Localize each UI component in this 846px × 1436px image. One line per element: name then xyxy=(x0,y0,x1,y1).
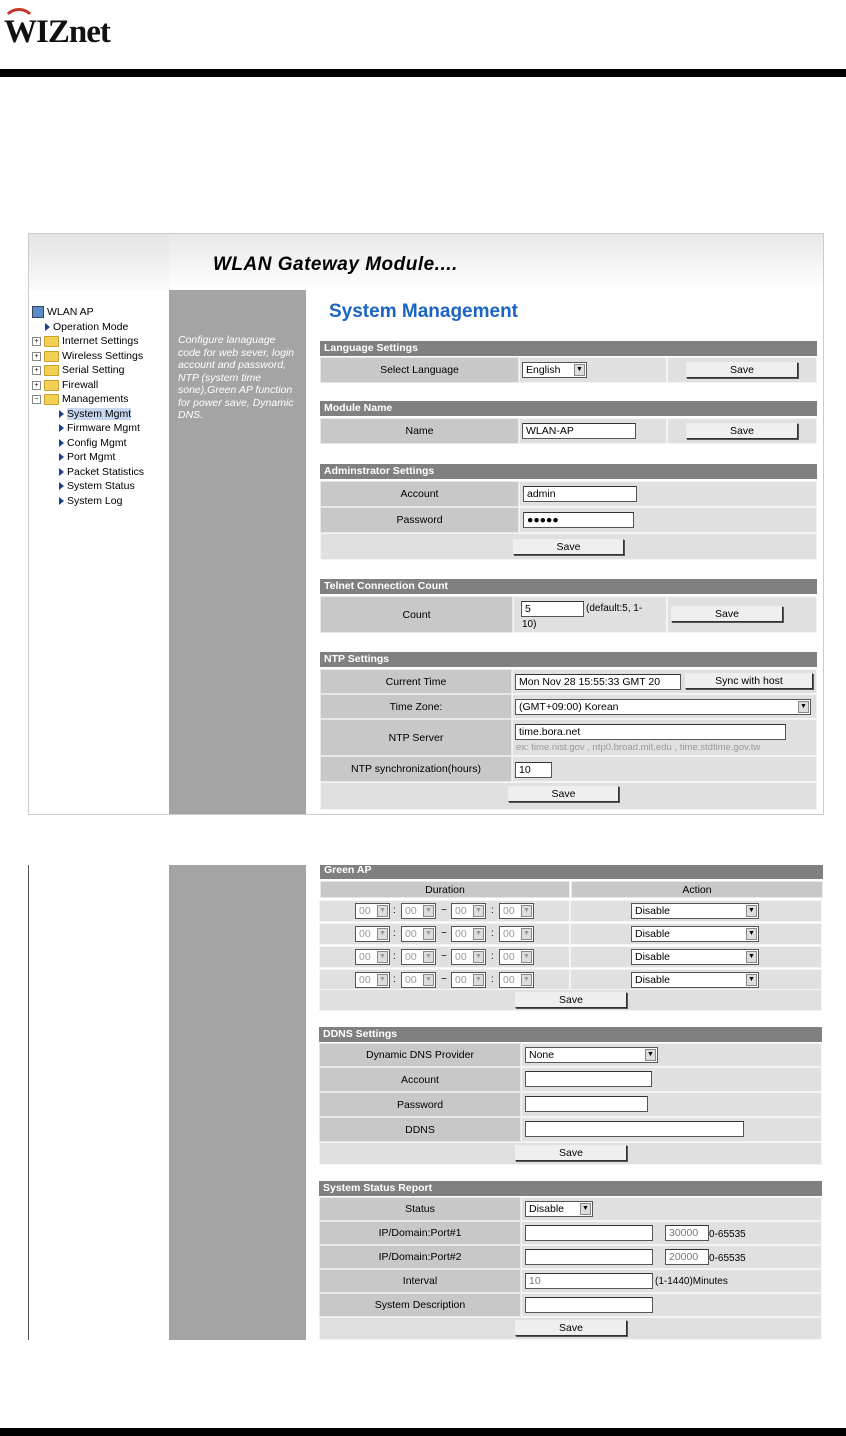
collapse-icon[interactable]: − xyxy=(32,395,41,404)
page-icon xyxy=(59,424,64,432)
header-rule xyxy=(0,69,846,77)
sidebar-item-port-mgmt[interactable]: Port Mgmt xyxy=(59,451,115,463)
section-header-green-ap: Green AP xyxy=(320,865,823,879)
sidebar-item-system-log[interactable]: System Log xyxy=(59,495,122,507)
label-name: Name xyxy=(320,418,519,444)
label-ntp-sync: NTP synchronization(hours) xyxy=(320,756,512,782)
label-ddns: DDNS xyxy=(319,1117,521,1142)
label-time-zone: Time Zone: xyxy=(320,694,512,719)
ntp-server-hint: ex: time.nist.gov , ntp0.broad.mit.edu , time.stdtime.gov.tw xyxy=(516,742,761,753)
chevron-down-icon: ▼ xyxy=(521,951,532,963)
sidebar-item-packet-statistics[interactable]: Packet Statistics xyxy=(59,466,144,478)
port-2-input[interactable]: 20000 xyxy=(665,1249,709,1265)
label-ntp-server: NTP Server xyxy=(320,719,512,756)
chevron-down-icon: ▼ xyxy=(798,701,809,713)
telnet-count-input[interactable]: 5 xyxy=(521,601,584,617)
label-ddns-password: Password xyxy=(319,1092,521,1117)
page-title: System Management xyxy=(329,301,519,322)
sidebar-tree xyxy=(29,290,169,814)
ddns-save-button[interactable]: Save xyxy=(515,1145,627,1161)
folder-icon xyxy=(44,336,59,347)
admin-password-input[interactable]: ●●●●● xyxy=(523,512,634,528)
label-account: Account xyxy=(320,481,519,507)
column-action: Action xyxy=(571,881,823,898)
system-description-input[interactable] xyxy=(525,1297,653,1313)
expand-icon[interactable]: + xyxy=(32,337,41,346)
end-minute-select[interactable]: 00 ▼ xyxy=(499,926,534,942)
green-ap-action-select[interactable]: Disable ▼ xyxy=(631,926,759,942)
colon-separator: : xyxy=(491,974,494,985)
screenshot-system-management xyxy=(28,233,824,815)
colon-separator: : xyxy=(393,951,396,962)
screenshot-2-lower xyxy=(28,865,822,1340)
ddns-provider-select[interactable]: None ▼ xyxy=(525,1047,658,1063)
chevron-down-icon: ▼ xyxy=(473,905,484,917)
expand-icon[interactable]: + xyxy=(32,381,41,390)
chevron-down-icon: ▼ xyxy=(580,1203,591,1215)
end-hour-select[interactable]: 00 ▼ xyxy=(451,972,486,988)
interval-input[interactable]: 10 xyxy=(525,1273,653,1289)
report-save-button[interactable]: Save xyxy=(515,1320,627,1336)
sidebar-item-config-mgmt[interactable]: Config Mgmt xyxy=(59,437,127,449)
ip-domain-2-input[interactable] xyxy=(525,1249,653,1265)
chevron-down-icon: ▼ xyxy=(574,364,585,376)
page-icon xyxy=(59,439,64,447)
chevron-down-icon: ▼ xyxy=(473,974,484,986)
folder-icon xyxy=(44,365,59,376)
chevron-down-icon: ▼ xyxy=(746,974,757,986)
section-header-ntp: NTP Settings xyxy=(320,652,817,667)
end-minute-select[interactable]: 00 ▼ xyxy=(499,949,534,965)
module-name-input[interactable]: WLAN-AP xyxy=(522,423,636,439)
chevron-down-icon: ▼ xyxy=(473,928,484,940)
section-header-telnet: Telnet Connection Count xyxy=(320,579,817,594)
banner-left xyxy=(29,234,169,290)
folder-icon xyxy=(44,380,59,391)
label-password: Password xyxy=(320,507,519,533)
chevron-down-icon: ▼ xyxy=(746,928,757,940)
page-description: Configure lanaguage code for web sever, login account and password, NTP (system time sone),Green AP function for power save, Dynamic DNS. xyxy=(178,334,295,421)
section-header-language: Language Settings xyxy=(320,341,817,356)
green-ap-save-button[interactable]: Save xyxy=(515,992,627,1008)
label-select-language: Select Language xyxy=(320,357,519,383)
section-header-status-report: System Status Report xyxy=(319,1181,822,1196)
port-1-input[interactable]: 30000 xyxy=(665,1225,709,1241)
start-hour-select[interactable]: 00 ▼ xyxy=(355,972,390,988)
start-minute-select[interactable]: 00 ▼ xyxy=(401,926,436,942)
chevron-down-icon: ▼ xyxy=(377,905,388,917)
end-minute-select[interactable]: 00 ▼ xyxy=(499,972,534,988)
chevron-down-icon: ▼ xyxy=(521,974,532,986)
colon-separator: : xyxy=(491,905,494,916)
chevron-down-icon: ▼ xyxy=(645,1049,656,1061)
chevron-down-icon: ▼ xyxy=(377,974,388,986)
chevron-down-icon: ▼ xyxy=(423,974,434,986)
section-header-admin: Adminstrator Settings xyxy=(320,464,817,479)
port-1-range: 0-65535 xyxy=(709,1229,746,1240)
green-ap-action-select[interactable]: Disable ▼ xyxy=(631,949,759,965)
ddns-hostname-input[interactable] xyxy=(525,1121,744,1137)
interval-hint: (1-1440)Minutes xyxy=(655,1276,728,1287)
report-status-select[interactable]: Disable ▼ xyxy=(525,1201,593,1217)
end-hour-select[interactable]: 00 ▼ xyxy=(451,926,486,942)
sidebar-item-firmware-mgmt[interactable]: Firmware Mgmt xyxy=(59,422,140,434)
tilde-separator: ~ xyxy=(441,974,447,985)
section-header-module: Module Name xyxy=(320,401,817,416)
telnet-hint: (default:5, 1- xyxy=(586,603,643,614)
ntp-save-button[interactable]: Save xyxy=(508,786,619,802)
label-ip-port-2: IP/Domain:Port#2 xyxy=(319,1245,521,1269)
chevron-down-icon: ▼ xyxy=(473,951,484,963)
module-save-button[interactable]: Save xyxy=(686,423,798,439)
sidebar-item-wireless-settings[interactable]: + Wireless Settings xyxy=(32,350,143,362)
colon-separator: : xyxy=(491,951,494,962)
chevron-down-icon: ▼ xyxy=(423,951,434,963)
label-interval: Interval xyxy=(319,1269,521,1293)
chevron-down-icon: ▼ xyxy=(423,928,434,940)
ddns-password-input[interactable] xyxy=(525,1096,648,1112)
tree-root[interactable]: WLAN AP xyxy=(32,306,94,318)
tilde-separator: ~ xyxy=(441,905,447,916)
telnet-save-button[interactable]: Save xyxy=(671,606,783,622)
end-minute-select[interactable]: 00 ▼ xyxy=(499,903,534,919)
computer-icon xyxy=(32,306,44,318)
column-duration: Duration xyxy=(320,881,570,898)
start-hour-select[interactable]: 00 ▼ xyxy=(355,926,390,942)
chevron-down-icon: ▼ xyxy=(746,951,757,963)
colon-separator: : xyxy=(393,928,396,939)
wiznet-logo: WIZnet xyxy=(4,14,110,50)
sidebar-item-system-mgmt[interactable]: System Mgmt xyxy=(59,408,131,420)
colon-separator: : xyxy=(393,974,396,985)
label-ip-port-1: IP/Domain:Port#1 xyxy=(319,1221,521,1245)
chevron-down-icon: ▼ xyxy=(746,905,757,917)
label-ddns-provider: Dynamic DNS Provider xyxy=(319,1043,521,1067)
time-zone-select[interactable]: (GMT+09:00) Korean ▼ xyxy=(515,699,811,715)
green-ap-action-select[interactable]: Disable ▼ xyxy=(631,903,759,919)
sidebar-item-managements[interactable]: − Managements xyxy=(32,393,129,405)
start-minute-select[interactable]: 00 ▼ xyxy=(401,972,436,988)
page-icon xyxy=(59,410,64,418)
start-hour-select[interactable]: 00 ▼ xyxy=(355,949,390,965)
sidebar-item-internet-settings[interactable]: + Internet Settings xyxy=(32,335,138,347)
expand-icon[interactable]: + xyxy=(32,366,41,375)
start-minute-select[interactable]: 00 ▼ xyxy=(401,949,436,965)
ntp-server-input[interactable]: time.bora.net xyxy=(515,724,786,740)
folder-icon xyxy=(44,351,59,362)
cell xyxy=(512,756,817,782)
telnet-hint-line2: 10) xyxy=(522,619,537,630)
label-current-time: Current Time xyxy=(320,669,512,694)
banner-title: WLAN Gateway Module.... xyxy=(213,254,458,275)
sync-with-host-button[interactable]: Sync with host xyxy=(685,673,813,689)
language-save-button[interactable]: Save xyxy=(686,362,798,378)
current-time-input[interactable]: Mon Nov 28 15:55:33 GMT 20 xyxy=(515,674,681,690)
sidebar-item-system-status[interactable]: System Status xyxy=(59,480,135,492)
tilde-separator: ~ xyxy=(441,951,447,962)
label-ddns-account: Account xyxy=(319,1067,521,1092)
expand-icon[interactable]: + xyxy=(32,352,41,361)
end-hour-select[interactable]: 00 ▼ xyxy=(451,903,486,919)
section-header-ddns: DDNS Settings xyxy=(319,1027,822,1042)
label-count: Count xyxy=(320,596,513,633)
ip-domain-1-input[interactable] xyxy=(525,1225,653,1241)
language-select[interactable]: English ▼ xyxy=(522,362,587,378)
sidebar-item-firewall[interactable]: + Firewall xyxy=(32,379,98,391)
chevron-down-icon: ▼ xyxy=(521,928,532,940)
end-hour-select[interactable]: 00 ▼ xyxy=(451,949,486,965)
start-hour-select[interactable]: 00 ▼ xyxy=(355,903,390,919)
label-system-description: System Description xyxy=(319,1293,521,1317)
page-icon xyxy=(59,453,64,461)
admin-save-button[interactable]: Save xyxy=(513,539,624,555)
port-2-range: 0-65535 xyxy=(709,1253,746,1264)
ddns-account-input[interactable] xyxy=(525,1071,652,1087)
page-icon xyxy=(59,482,64,490)
sidebar-item-serial-setting[interactable]: + Serial Setting xyxy=(32,364,124,376)
folder-open-icon xyxy=(44,394,59,405)
colon-separator: : xyxy=(393,905,396,916)
page-icon xyxy=(59,468,64,476)
chevron-down-icon: ▼ xyxy=(521,905,532,917)
sidebar-item-operation-mode[interactable]: Operation Mode xyxy=(45,321,128,333)
chevron-down-icon: ▼ xyxy=(377,928,388,940)
chevron-down-icon: ▼ xyxy=(423,905,434,917)
label-report-status: Status xyxy=(319,1197,521,1221)
admin-account-input[interactable]: admin xyxy=(523,486,637,502)
colon-separator: : xyxy=(491,928,494,939)
page-icon xyxy=(59,497,64,505)
chevron-down-icon: ▼ xyxy=(377,951,388,963)
green-ap-action-select[interactable]: Disable ▼ xyxy=(631,972,759,988)
start-minute-select[interactable]: 00 ▼ xyxy=(401,903,436,919)
footer-rule xyxy=(0,1428,846,1436)
page-icon xyxy=(45,323,50,331)
tilde-separator: ~ xyxy=(441,928,447,939)
ntp-sync-hours-input[interactable]: 10 xyxy=(515,762,552,778)
